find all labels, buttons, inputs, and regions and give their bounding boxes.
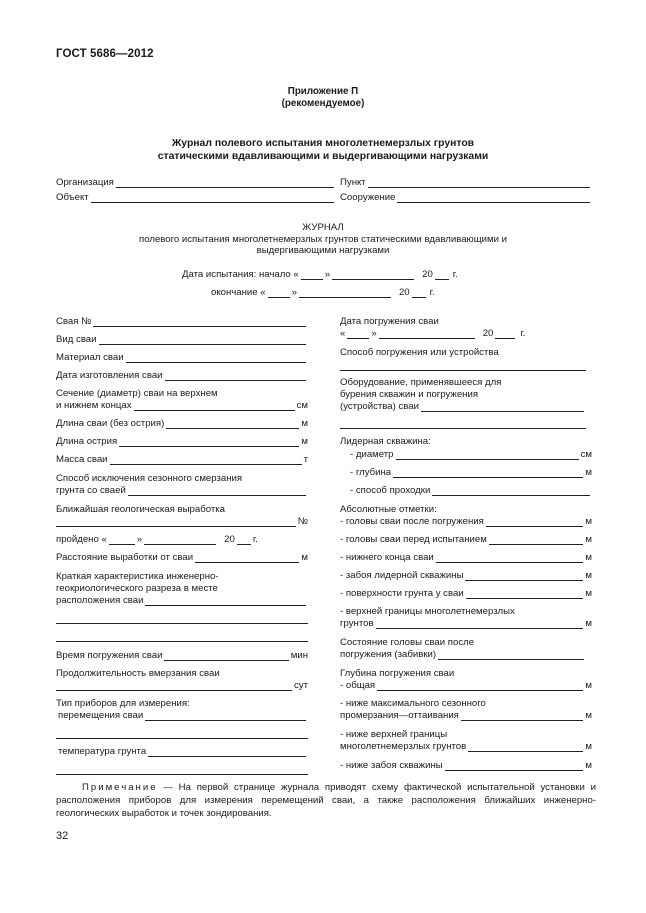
below-perma-unit: м xyxy=(585,741,592,752)
equip-field[interactable] xyxy=(340,401,586,413)
immersion-year-prefix: 20 xyxy=(482,328,494,339)
freeze-duration-line[interactable] xyxy=(56,681,292,691)
well-bottom-unit: м xyxy=(585,570,592,581)
instruments-label: Тип приборов для измерения: xyxy=(56,698,190,709)
lower-end-line[interactable] xyxy=(436,553,584,563)
equip-label: (устройства) сваи xyxy=(340,401,419,412)
object-line[interactable] xyxy=(91,193,334,203)
well-depth-field[interactable] xyxy=(350,467,592,479)
object-field[interactable] xyxy=(56,192,336,204)
section-line[interactable] xyxy=(134,401,295,411)
end-label: окончание « xyxy=(211,287,266,298)
point-field[interactable] xyxy=(340,177,592,189)
head-after-unit: м xyxy=(585,516,592,527)
note xyxy=(56,782,596,821)
head-state-line[interactable] xyxy=(438,650,584,660)
immersion-day-line[interactable] xyxy=(347,329,369,339)
point-label: Пункт xyxy=(340,177,366,188)
head-state-label: погружения (забивки) xyxy=(340,649,437,660)
head-after-line[interactable] xyxy=(486,517,584,527)
note-label: Примечание xyxy=(82,782,158,793)
tip-length-unit: м xyxy=(301,436,308,447)
freeze-line1: Способ исключения сезонного смерзания xyxy=(56,473,243,484)
perma-unit: м xyxy=(585,618,592,629)
geo-no-line[interactable] xyxy=(56,517,296,527)
immersion-date-field[interactable] xyxy=(340,328,525,340)
freeze-duration-unit: сут xyxy=(294,680,308,691)
structure-line[interactable] xyxy=(397,193,590,203)
start-month-line[interactable] xyxy=(332,270,414,280)
test-end-date[interactable] xyxy=(211,287,435,299)
end-month-line[interactable] xyxy=(299,288,391,298)
head-state-field[interactable] xyxy=(340,649,586,661)
start-quote-close: » xyxy=(324,269,331,280)
passed-close: » xyxy=(136,534,143,545)
equip-line1: Оборудование, применявшееся для xyxy=(340,377,502,388)
ground-surface-label: - поверхности грунта у сваи xyxy=(340,588,464,599)
well-depth-unit: м xyxy=(585,467,592,478)
geo-label: Ближайшая геологическая выработка xyxy=(56,504,225,515)
diameter-field[interactable] xyxy=(350,449,592,461)
standard-header: ГОСТ 5686—2012 xyxy=(56,48,154,60)
pile-mass-field[interactable] xyxy=(56,454,308,466)
passed-g: г. xyxy=(252,534,258,545)
section-line1: Сечение (диаметр) сваи на верхнем xyxy=(56,388,218,399)
pile-type-field[interactable] xyxy=(56,334,308,346)
form-title-line1: Журнал полевого испытания многолетнемерзлых грунтов xyxy=(171,138,475,149)
start-year-line[interactable] xyxy=(435,270,449,280)
brief-line[interactable] xyxy=(145,596,306,606)
immersion-year-line[interactable] xyxy=(495,329,515,339)
geo-no-field[interactable] xyxy=(56,516,308,528)
geo-no-label: № xyxy=(297,516,308,527)
section-unit: см xyxy=(296,400,308,411)
object-label: Объект xyxy=(56,192,89,203)
brief-label: расположения сваи xyxy=(56,595,144,606)
displacement-blank[interactable] xyxy=(56,737,308,739)
freeze-line[interactable] xyxy=(128,486,306,496)
start-day-line[interactable] xyxy=(301,270,323,280)
pile-type-line[interactable] xyxy=(99,335,306,345)
head-before-unit: м xyxy=(585,534,592,545)
journal-line2: выдергивающими нагрузками xyxy=(256,245,390,256)
head-after-label: - головы сваи после погружения xyxy=(340,516,484,527)
below-perma-line1: - ниже верхней границы xyxy=(340,729,448,740)
distance-field[interactable] xyxy=(56,552,308,564)
drilling-method-line[interactable] xyxy=(432,486,590,496)
immersion-time-line[interactable] xyxy=(164,651,288,661)
equip-line[interactable] xyxy=(421,402,584,412)
displacement-label: перемещения сваи xyxy=(58,710,144,721)
equip-line2: бурения скважин и погружения xyxy=(340,389,479,400)
passed-field[interactable] xyxy=(56,534,258,546)
pile-material-label: Материал сваи xyxy=(56,352,124,363)
head-after-field[interactable] xyxy=(340,516,592,528)
end-quote-close: » xyxy=(291,287,297,298)
freeze-duration-field[interactable] xyxy=(56,680,308,692)
pile-mass-unit: т xyxy=(303,454,308,465)
drilling-method-field[interactable] xyxy=(350,485,592,497)
below-line[interactable] xyxy=(461,711,584,721)
tip-length-field[interactable] xyxy=(56,436,308,448)
head-before-label: - головы сваи перед испытанием xyxy=(340,534,487,545)
temperature-label: температура грунта xyxy=(58,746,147,757)
section-label: и нижнем концах xyxy=(56,400,132,411)
temperature-blank[interactable] xyxy=(56,773,308,775)
pile-length-field[interactable] xyxy=(56,418,308,430)
ground-surface-line[interactable] xyxy=(466,589,584,599)
perma-line1: - верхней границы многолетнемерзлых xyxy=(340,606,515,617)
structure-field[interactable] xyxy=(340,192,592,204)
brief-blank-2[interactable] xyxy=(56,640,308,642)
immersion-date-close: » xyxy=(371,328,377,339)
appendix-title: Приложение П xyxy=(287,86,359,97)
pile-mass-line[interactable] xyxy=(110,455,302,465)
note-text: — На первой странице журнала приводят схему фактической испытательной установки и расположения приборов для измерения перемещений сваи, а также расположения ближайших инженерно-геологических выработок и точек зондирования. xyxy=(56,782,596,819)
below-line1: - ниже максимального сезонного xyxy=(340,698,486,709)
journal-line1: полевого испытания многолетнемерзлых грунтов статическими вдавливающими и xyxy=(139,234,507,245)
pile-no-line[interactable] xyxy=(93,317,306,327)
lower-end-unit: м xyxy=(585,552,592,563)
immersion-time-label: Время погружения сваи xyxy=(56,650,163,661)
top-fields-left xyxy=(56,177,336,207)
perma-label: грунтов xyxy=(340,618,374,629)
perma-field[interactable] xyxy=(340,618,592,630)
perma-line[interactable] xyxy=(376,619,584,629)
distance-unit: м xyxy=(301,552,308,563)
journal-title: ЖУРНАЛ xyxy=(302,222,344,233)
ground-surface-unit: м xyxy=(585,588,592,599)
immersion-month-line[interactable] xyxy=(379,329,475,339)
right-column xyxy=(340,310,592,782)
passed-year: 20 xyxy=(224,534,235,545)
total-depth-label: - общая xyxy=(340,680,376,691)
abs-marks-label: Абсолютные отметки: xyxy=(340,504,437,515)
well-bottom-label: - забоя лидерной скважины xyxy=(340,570,464,581)
distance-line[interactable] xyxy=(195,553,299,563)
passed-label: пройдено « xyxy=(56,534,107,545)
below-well-unit: м xyxy=(585,760,592,771)
immersion-method-label: Способ погружения или устройства xyxy=(340,347,499,358)
diameter-unit: см xyxy=(580,449,592,460)
well-depth-line[interactable] xyxy=(393,468,583,478)
ground-surface-field[interactable] xyxy=(340,588,592,600)
head-before-line[interactable] xyxy=(489,535,584,545)
below-perma-field[interactable] xyxy=(340,741,592,753)
below-perma-label: многолетнемерзлых грунтов xyxy=(340,741,467,752)
distance-label: Расстояние выработки от сваи xyxy=(56,552,194,563)
point-line[interactable] xyxy=(368,178,590,188)
test-start-date[interactable] xyxy=(182,269,458,281)
section-field[interactable] xyxy=(56,400,308,412)
immersion-year-suffix: г. xyxy=(520,328,526,339)
freeze-field[interactable] xyxy=(56,485,308,497)
pile-date-label: Дата изготовления сваи xyxy=(56,370,163,381)
temperature-line[interactable] xyxy=(148,747,306,757)
pile-mass-label: Масса сваи xyxy=(56,454,108,465)
freeze-duration-label: Продолжительность вмерзания сваи xyxy=(56,668,220,679)
brief-line2: геокриологического разреза в месте xyxy=(56,583,218,594)
pile-material-line[interactable] xyxy=(126,353,306,363)
equip-blank[interactable] xyxy=(340,427,586,429)
start-year-suffix: г. xyxy=(452,269,458,280)
page-number: 32 xyxy=(56,830,69,842)
drilling-method-label: - способ проходки xyxy=(350,485,431,496)
well-bottom-field[interactable] xyxy=(340,570,592,582)
below-unit: м xyxy=(585,710,592,721)
head-before-field[interactable] xyxy=(340,534,592,546)
displacement-line[interactable] xyxy=(145,711,306,721)
pile-no-label: Свая № xyxy=(56,316,92,327)
well-depth-label: - глубина xyxy=(350,467,392,478)
end-day-line[interactable] xyxy=(268,288,290,298)
pile-length-label: Длина сваи (без острия) xyxy=(56,418,165,429)
organization-field[interactable] xyxy=(56,177,336,189)
below-field[interactable] xyxy=(340,710,592,722)
below-perma-line[interactable] xyxy=(468,742,583,752)
immersion-date-open: « xyxy=(340,328,346,339)
depth-title: Глубина погружения сваи xyxy=(340,668,455,679)
pile-date-field[interactable] xyxy=(56,370,308,382)
pile-date-line[interactable] xyxy=(165,371,306,381)
total-depth-field[interactable] xyxy=(340,680,592,692)
passed-day-line[interactable] xyxy=(109,535,135,545)
brief-blank-1[interactable] xyxy=(56,622,308,624)
lower-end-label: - нижнего конца сваи xyxy=(340,552,434,563)
brief-field[interactable] xyxy=(56,595,308,607)
below-well-line[interactable] xyxy=(445,761,584,771)
displacement-field[interactable] xyxy=(56,710,308,722)
passed-year-line[interactable] xyxy=(237,535,251,545)
leader-well-label: Лидерная скважина: xyxy=(340,436,431,447)
diameter-line[interactable] xyxy=(396,450,579,460)
left-column xyxy=(56,310,308,782)
organization-label: Организация xyxy=(56,177,114,188)
start-label: Дата испытания: начало « xyxy=(182,269,299,280)
pile-length-line[interactable] xyxy=(166,419,299,429)
total-depth-unit: м xyxy=(585,680,592,691)
top-fields-right xyxy=(340,177,592,207)
temperature-field[interactable] xyxy=(56,746,308,758)
pile-type-label: Вид сваи xyxy=(56,334,97,345)
head-state-line1: Состояние головы сваи после xyxy=(340,637,475,648)
start-year-prefix: 20 xyxy=(422,269,433,280)
end-year-suffix: г. xyxy=(429,287,435,298)
freeze-label: грунта со сваей xyxy=(56,485,126,496)
total-depth-line[interactable] xyxy=(377,681,583,691)
immersion-time-field[interactable] xyxy=(56,650,308,662)
below-well-field[interactable] xyxy=(340,760,592,772)
below-label: промерзания—оттаивания xyxy=(340,710,459,721)
diameter-label: - диаметр xyxy=(350,449,394,460)
end-year-prefix: 20 xyxy=(398,287,410,298)
immersion-date-label: Дата погружения сваи xyxy=(340,316,439,327)
tip-length-line[interactable] xyxy=(119,437,299,447)
lower-end-field[interactable] xyxy=(340,552,592,564)
well-bottom-line[interactable] xyxy=(465,571,583,581)
immersion-time-unit: мин xyxy=(290,650,308,661)
end-year-line[interactable] xyxy=(412,288,426,298)
pile-length-unit: м xyxy=(301,418,308,429)
brief-line1: Краткая характеристика инженерно- xyxy=(56,571,219,582)
below-well-label: - ниже забоя скважины xyxy=(340,760,443,771)
structure-label: Сооружение xyxy=(340,192,396,203)
pile-material-field[interactable] xyxy=(56,352,308,364)
tip-length-label: Длина острия xyxy=(56,436,118,447)
appendix-subtitle: (рекомендуемое) xyxy=(281,98,365,109)
organization-line[interactable] xyxy=(116,178,334,188)
pile-no-field[interactable] xyxy=(56,316,308,328)
immersion-method-line[interactable] xyxy=(340,369,586,371)
form-title-line2: статическими вдавливающими и выдергивающими нагрузками xyxy=(157,151,489,162)
passed-month-line[interactable] xyxy=(144,535,216,545)
